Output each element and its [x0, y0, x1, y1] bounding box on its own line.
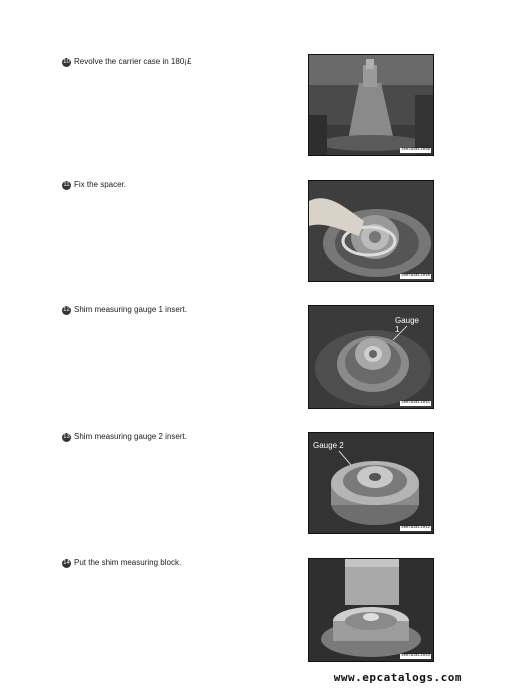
gauge-callout: Gauge 2: [313, 441, 344, 450]
step-number-badge: 11: [63, 181, 70, 188]
photo-code: 2007A3EL1043: [401, 654, 430, 658]
step-text: Put the shim measuring block.: [74, 558, 182, 567]
step-text: Shim measuring gauge 2 insert.: [74, 432, 187, 441]
step-text: Revolve the carrier case in 180¡£: [74, 57, 192, 66]
step-number-badge: 14: [63, 559, 70, 566]
photo-code: 2007A3EL1042: [401, 526, 430, 530]
gauge-callout: Gauge 1: [394, 316, 419, 334]
step-number-badge: 13: [63, 433, 70, 440]
step-text: Shim measuring gauge 1 insert.: [74, 305, 187, 314]
step-12: [62, 305, 187, 315]
photo-gauge-1: [308, 305, 434, 409]
step-text: Fix the spacer.: [74, 180, 127, 189]
photo-spacer: [308, 180, 434, 282]
footer-site-link[interactable]: www.epcatalogs.com: [333, 671, 462, 684]
step-13: [62, 432, 187, 442]
step-number-badge: 10: [63, 58, 70, 65]
photo-shim-block: [308, 558, 434, 662]
photo-code: 2007A3EL1040: [401, 274, 430, 278]
step-10: [62, 57, 191, 67]
photo-gauge-2: [308, 432, 434, 534]
step-11: [62, 180, 126, 190]
photo-carrier-case: [308, 54, 434, 156]
photo-code: 2007A3EL1041: [401, 401, 430, 405]
step-number-badge: 12: [63, 306, 70, 313]
step-14: [62, 558, 181, 568]
photo-code: 2007A3EL1039: [401, 148, 430, 152]
